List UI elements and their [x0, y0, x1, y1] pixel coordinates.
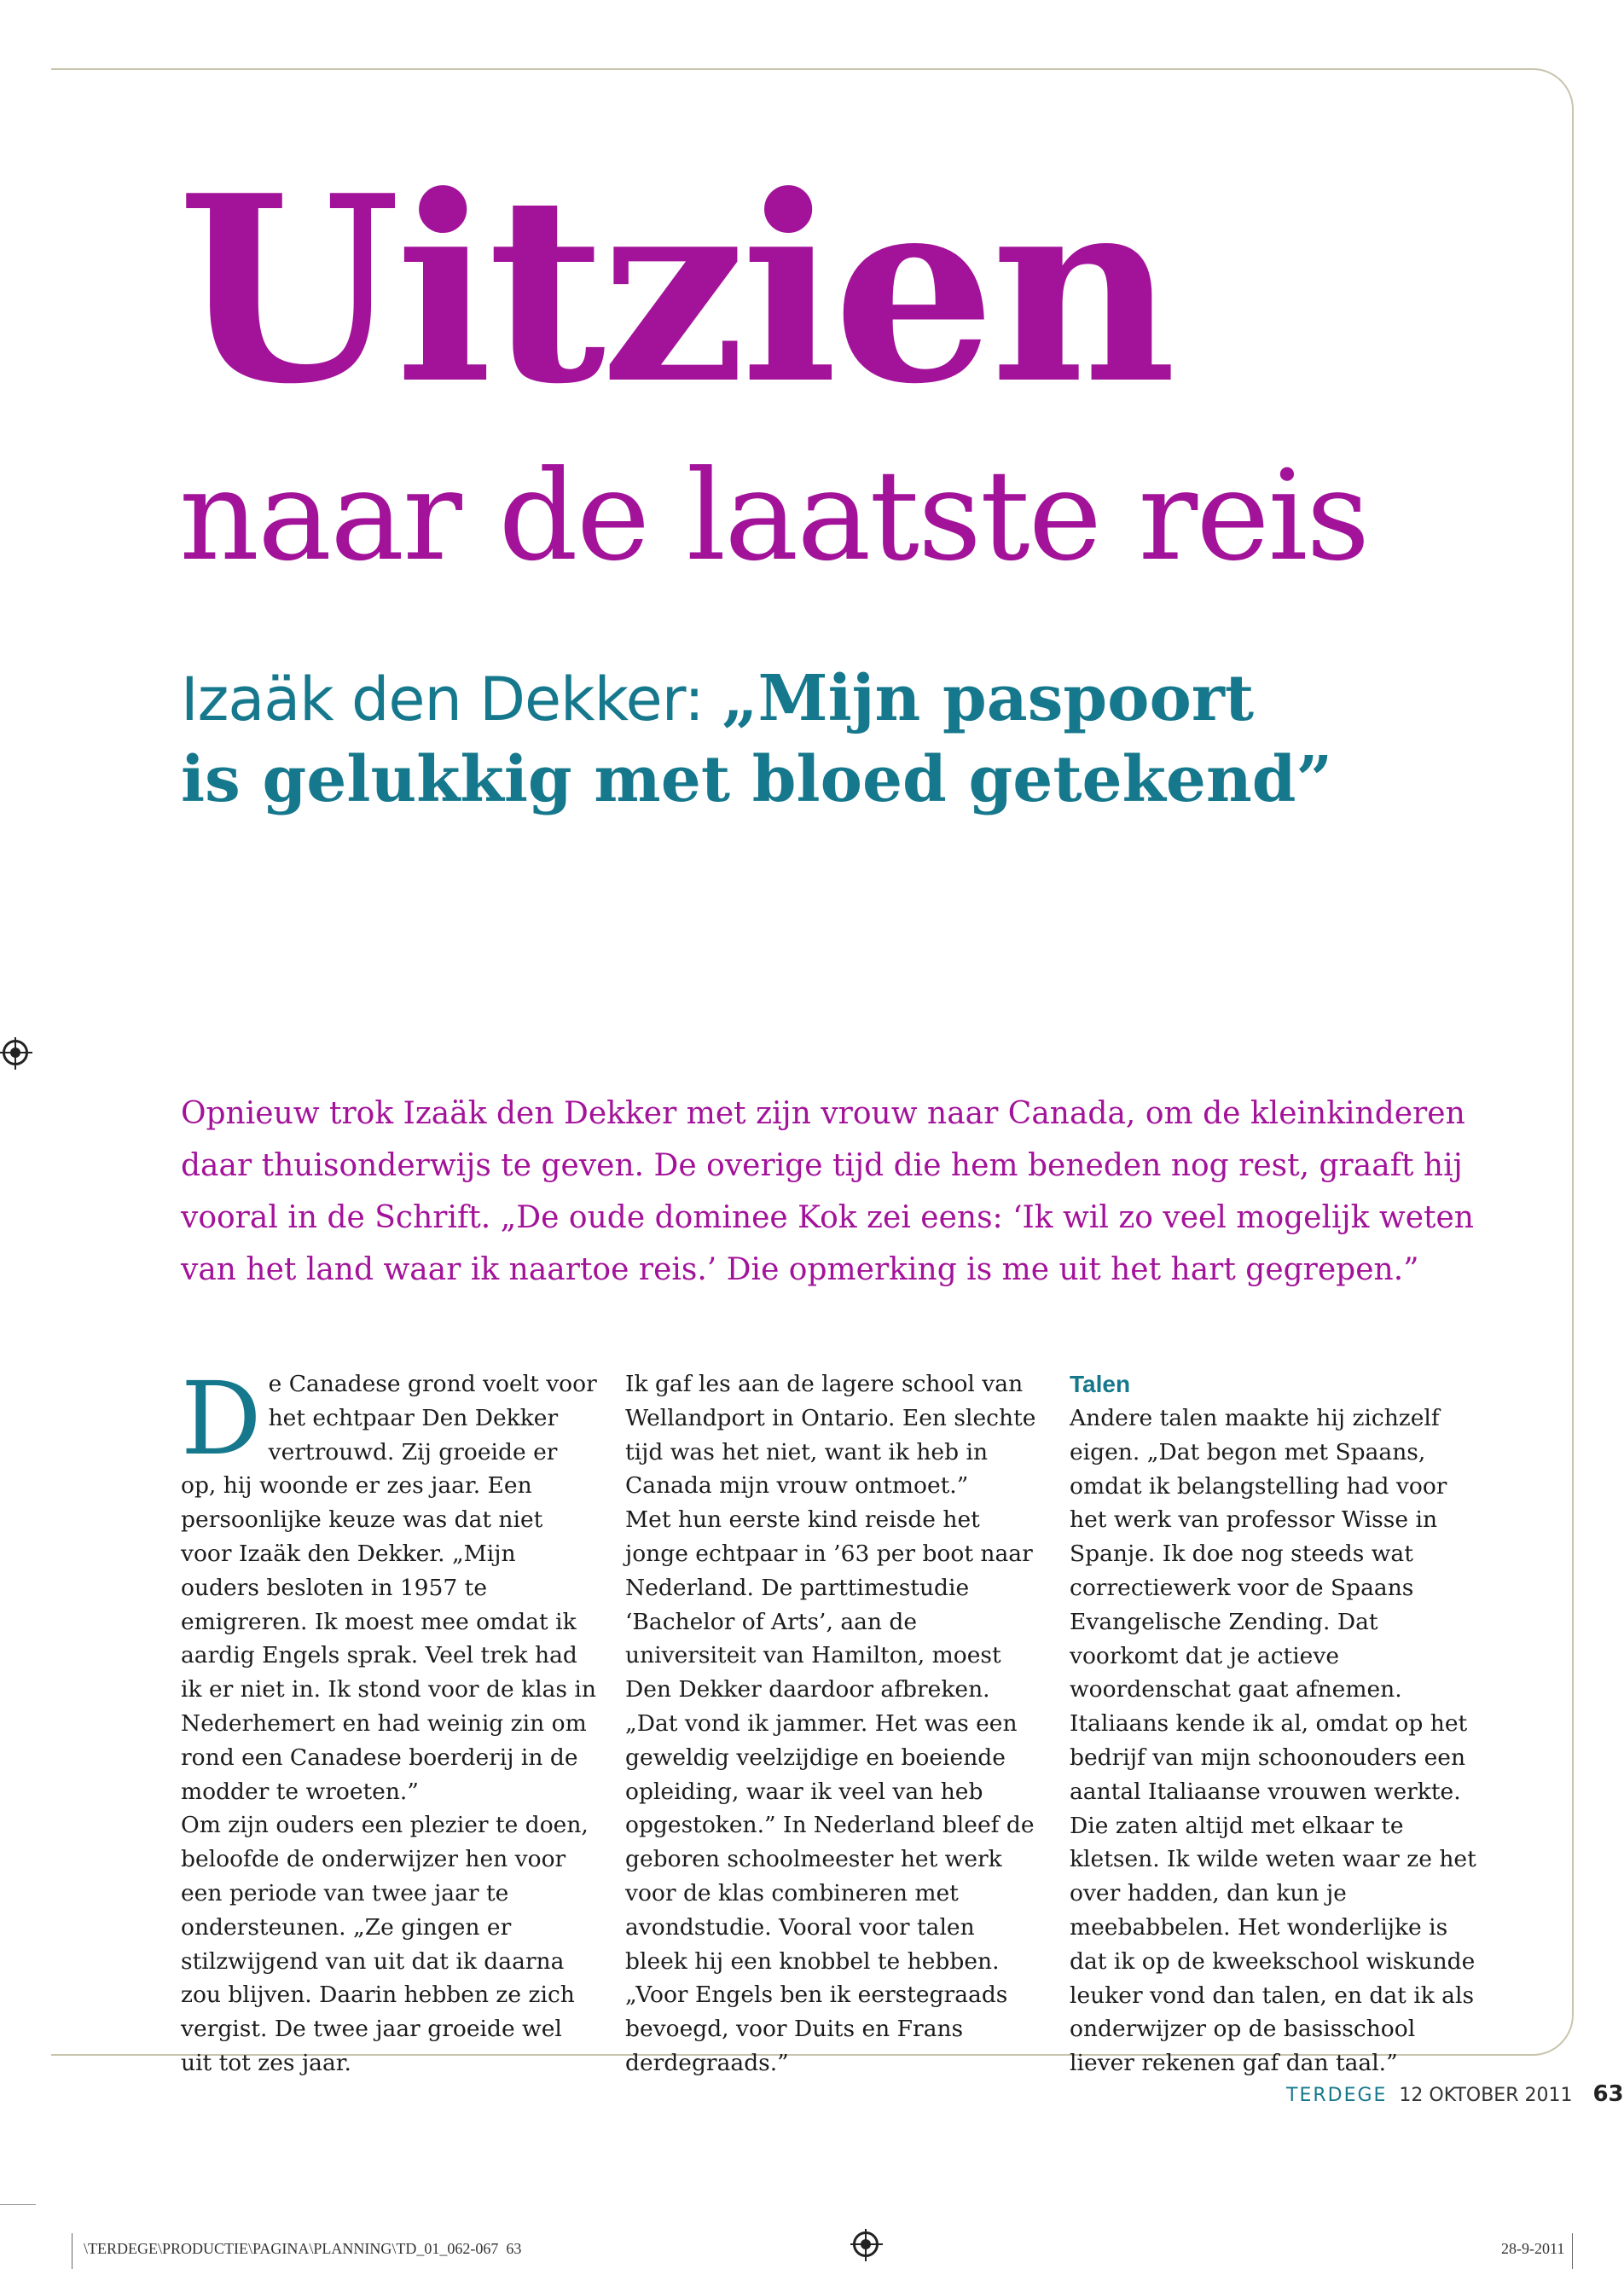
body-paragraph: Om zijn ouders een plezier te doen, beloofde de onderwijzer hen voor een periode van twee jaar te ondersteunen. „Ze gingen er stilzwijgend van uit dat ik daarna zou blijven. Daarin hebben ze zich vergist. De twee jaar groeide wel uit tot zes jaar. — [181, 1812, 589, 2076]
issue-date: 12 OKTOBER 2011 — [1399, 2085, 1573, 2106]
body-text: e Canadese grond voelt voor het echtpaar Den Dekker vertrouwd. Zij groeide er op, hij woonde er zes jaar. Een persoonlijke keuze was dat niet voor Izaäk den Dekker. „Mijn ouders besloten in 1957 te emigreren. Ik moest mee omdat ik aardig Engels sprak. Veel trek had ik er niet in. Ik stond voor de klas in Nederhemert en had weinig zin om rond een Canadese boerderij in de modder te wroeten.” — [181, 1371, 597, 1805]
article-deck — [181, 659, 1477, 820]
registration-mark-icon — [3, 1040, 28, 1065]
section-heading: Talen — [1070, 1371, 1131, 1397]
crop-mark — [0, 2204, 36, 2205]
body-column-3 — [1070, 1367, 1486, 2080]
body-paragraph: Ik gaf les aan de lagere school van Wellandport in Ontario. Een slechte tijd was het niet, want ik heb in Canada mijn vrouw ontmoet.” — [625, 1371, 1036, 1500]
page-number: 63 — [1592, 2081, 1624, 2107]
body-column-2 — [625, 1367, 1041, 2080]
body-paragraph: Andere talen maakte hij zichzelf eigen. „Dat begon met Spaans, omdat ik belangstelling had voor het werk van professor Wisse in Spanje. Ik doe nog steeds wat correctiewerk voor de Spaans Evangelische Zending. Dat voorkomt dat je actieve woordenschat gaat afnemen. — [1070, 1405, 1447, 1703]
drop-cap: D — [181, 1360, 262, 1477]
slug-date: 28-9-2011 — [1501, 2240, 1565, 2257]
article-title: Uitzien — [177, 139, 1172, 440]
deck-quote-line2: is gelukkig met bloed getekend” — [181, 743, 1333, 816]
slug-path-text: \TERDEGE\PRODUCTIE\PAGINA\PLANNING\TD_01_062-067 — [84, 2240, 499, 2257]
magazine-name: TERDEGE — [1286, 2085, 1388, 2106]
deck-quote-line1: „Mijn paspoort — [722, 662, 1254, 735]
slug-page: 63 — [506, 2240, 522, 2257]
body-paragraph: Met hun eerste kind reisde het jonge echtpaar in ’63 per boot naar Nederland. De parttimestudie ‘Bachelor of Arts’, aan de universiteit van Hamilton, moest Den Dekker daardoor afbreken. „Dat vond ik jammer. Het was een geweldig veelzijdige en boeiende opleiding, waar ik veel van heb opgestoken.” In Nederland bleef de geboren schoolmeester het werk voor de klas combineren met avondstudie. Vooral voor talen bleek hij een knobbel te hebben. „Voor Engels ben ik eerstegraads bevoegd, voor Duits en Frans derdegraads.” — [625, 1506, 1035, 2076]
page-folio — [1286, 2077, 1624, 2111]
registration-mark-icon — [853, 2231, 879, 2257]
deck-speaker: Izaäk den Dekker: — [181, 664, 722, 734]
slug-path — [84, 2240, 521, 2258]
article-subtitle: naar de laatste reis — [179, 444, 1369, 589]
body-paragraph — [181, 1360, 597, 1808]
body-paragraph: Italiaans kende ik al, omdat op het bedrijf van mijn schoonouders een aantal Italiaanse vrouwen werkte. Die zaten altijd met elkaar te kletsen. Ik wilde weten waar ze het over hadden, dan kun je meebabbelen. Het wonderlijke is dat ik op de kweekschool wiskunde leuker vond dan talen, en dat ik als onderwijzer op de basisschool liever rekenen gaf dan taal.” — [1070, 1710, 1476, 2077]
crop-mark — [1572, 2233, 1573, 2269]
body-column-1 — [181, 1360, 597, 2080]
article-intro: Opnieuw trok Izaäk den Dekker met zijn vrouw naar Canada, om de kleinkinderen daar thuisonderwijs te geven. De overige tijd die hem beneden nog rest, graaft hij vooral in de Schrift. „De oude dominee Kok zei eens: ‘Ik wil zo veel mogelijk weten van het land waar ik naartoe reis.’ Die opmerking is me uit het hart gegrepen.” — [181, 1096, 1474, 1287]
